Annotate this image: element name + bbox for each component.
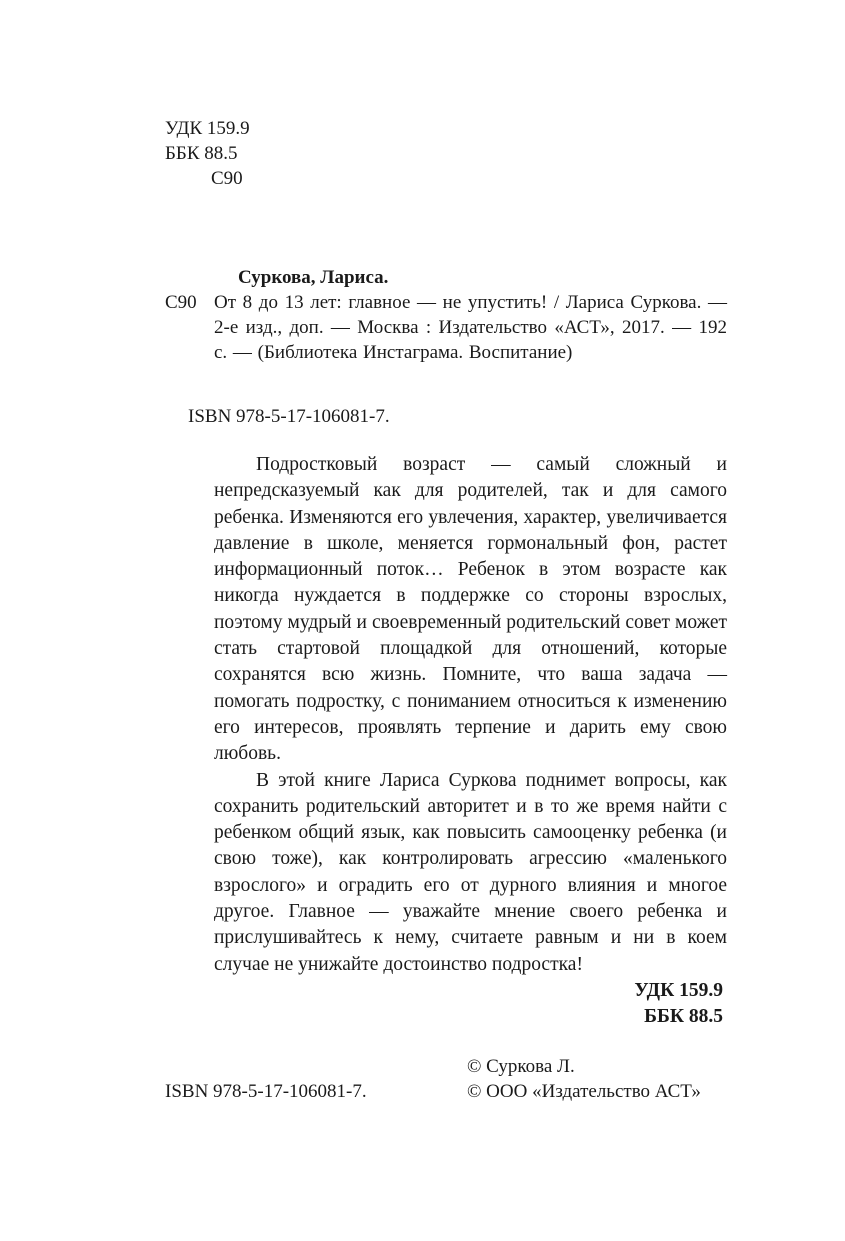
annotation-classification	[214, 978, 727, 1030]
footer-isbn: ISBN 978-5-17-106081-7.	[165, 1081, 367, 1102]
bib-isbn: ISBN 978-5-17-106081-7.	[188, 406, 390, 427]
udk-code: УДК 159.9	[165, 118, 250, 139]
bib-author: Суркова, Лариса.	[238, 267, 389, 288]
bib-description: От 8 до 13 лет: главное — не упустить! / Лариса Суркова. — 2-е изд., доп. — Москва : Издательство «АСТ», 2017. — 192 с. — (Библиотека Инстаграма. Воспитание)	[214, 292, 727, 363]
annotation-paragraph-2: В этой книге Лариса Суркова поднимет вопросы, как сохранить родительский авторитет и в то же время найти с ребенком общий язык, как повысить самооценку ребенка (и свою тоже), как контролировать агрессию «маленького взрослого» и оградить его от дурного влияния и многое другое. Главное — уважайте мнение своего ребенка и прислушивайтесь к нему, считаете равным и ни в коем случае не унижайте достоинство подростка!	[214, 769, 727, 975]
annotation	[214, 452, 727, 1030]
copyright-publisher: © ООО «Издательство АСТ»	[467, 1081, 701, 1102]
copyright-author: © Суркова Л.	[467, 1056, 575, 1077]
annotation-udk: УДК 159.9	[634, 979, 723, 1001]
copyright-block	[467, 1054, 701, 1104]
annotation-bbk: ББК 88.5	[644, 1005, 723, 1027]
bib-entry	[165, 290, 727, 365]
annotation-paragraph-1: Подростковый возраст — самый сложный и непредсказуемый как для родителей, так и для самого ребенка. Изменяются его увлечения, характер, увеличивается давление в школе, меняется гормональный фон, растет информационный поток… Ребенок в этом возрасте как никогда нуждается в поддержке со стороны взрослых, поэтому мудрый и своевременный родительский совет может стать стартовой площадкой для отношений, которые сохранятся всю жизнь. Помните, что ваша задача — помогать подростку, с пониманием относиться к изменению его интересов, проявлять терпение и дарить ему свою любовь.	[214, 454, 727, 765]
author-code: С90	[211, 168, 243, 189]
top-classification	[165, 116, 250, 191]
bib-code: С90	[165, 292, 197, 313]
bbk-code: ББК 88.5	[165, 143, 238, 164]
